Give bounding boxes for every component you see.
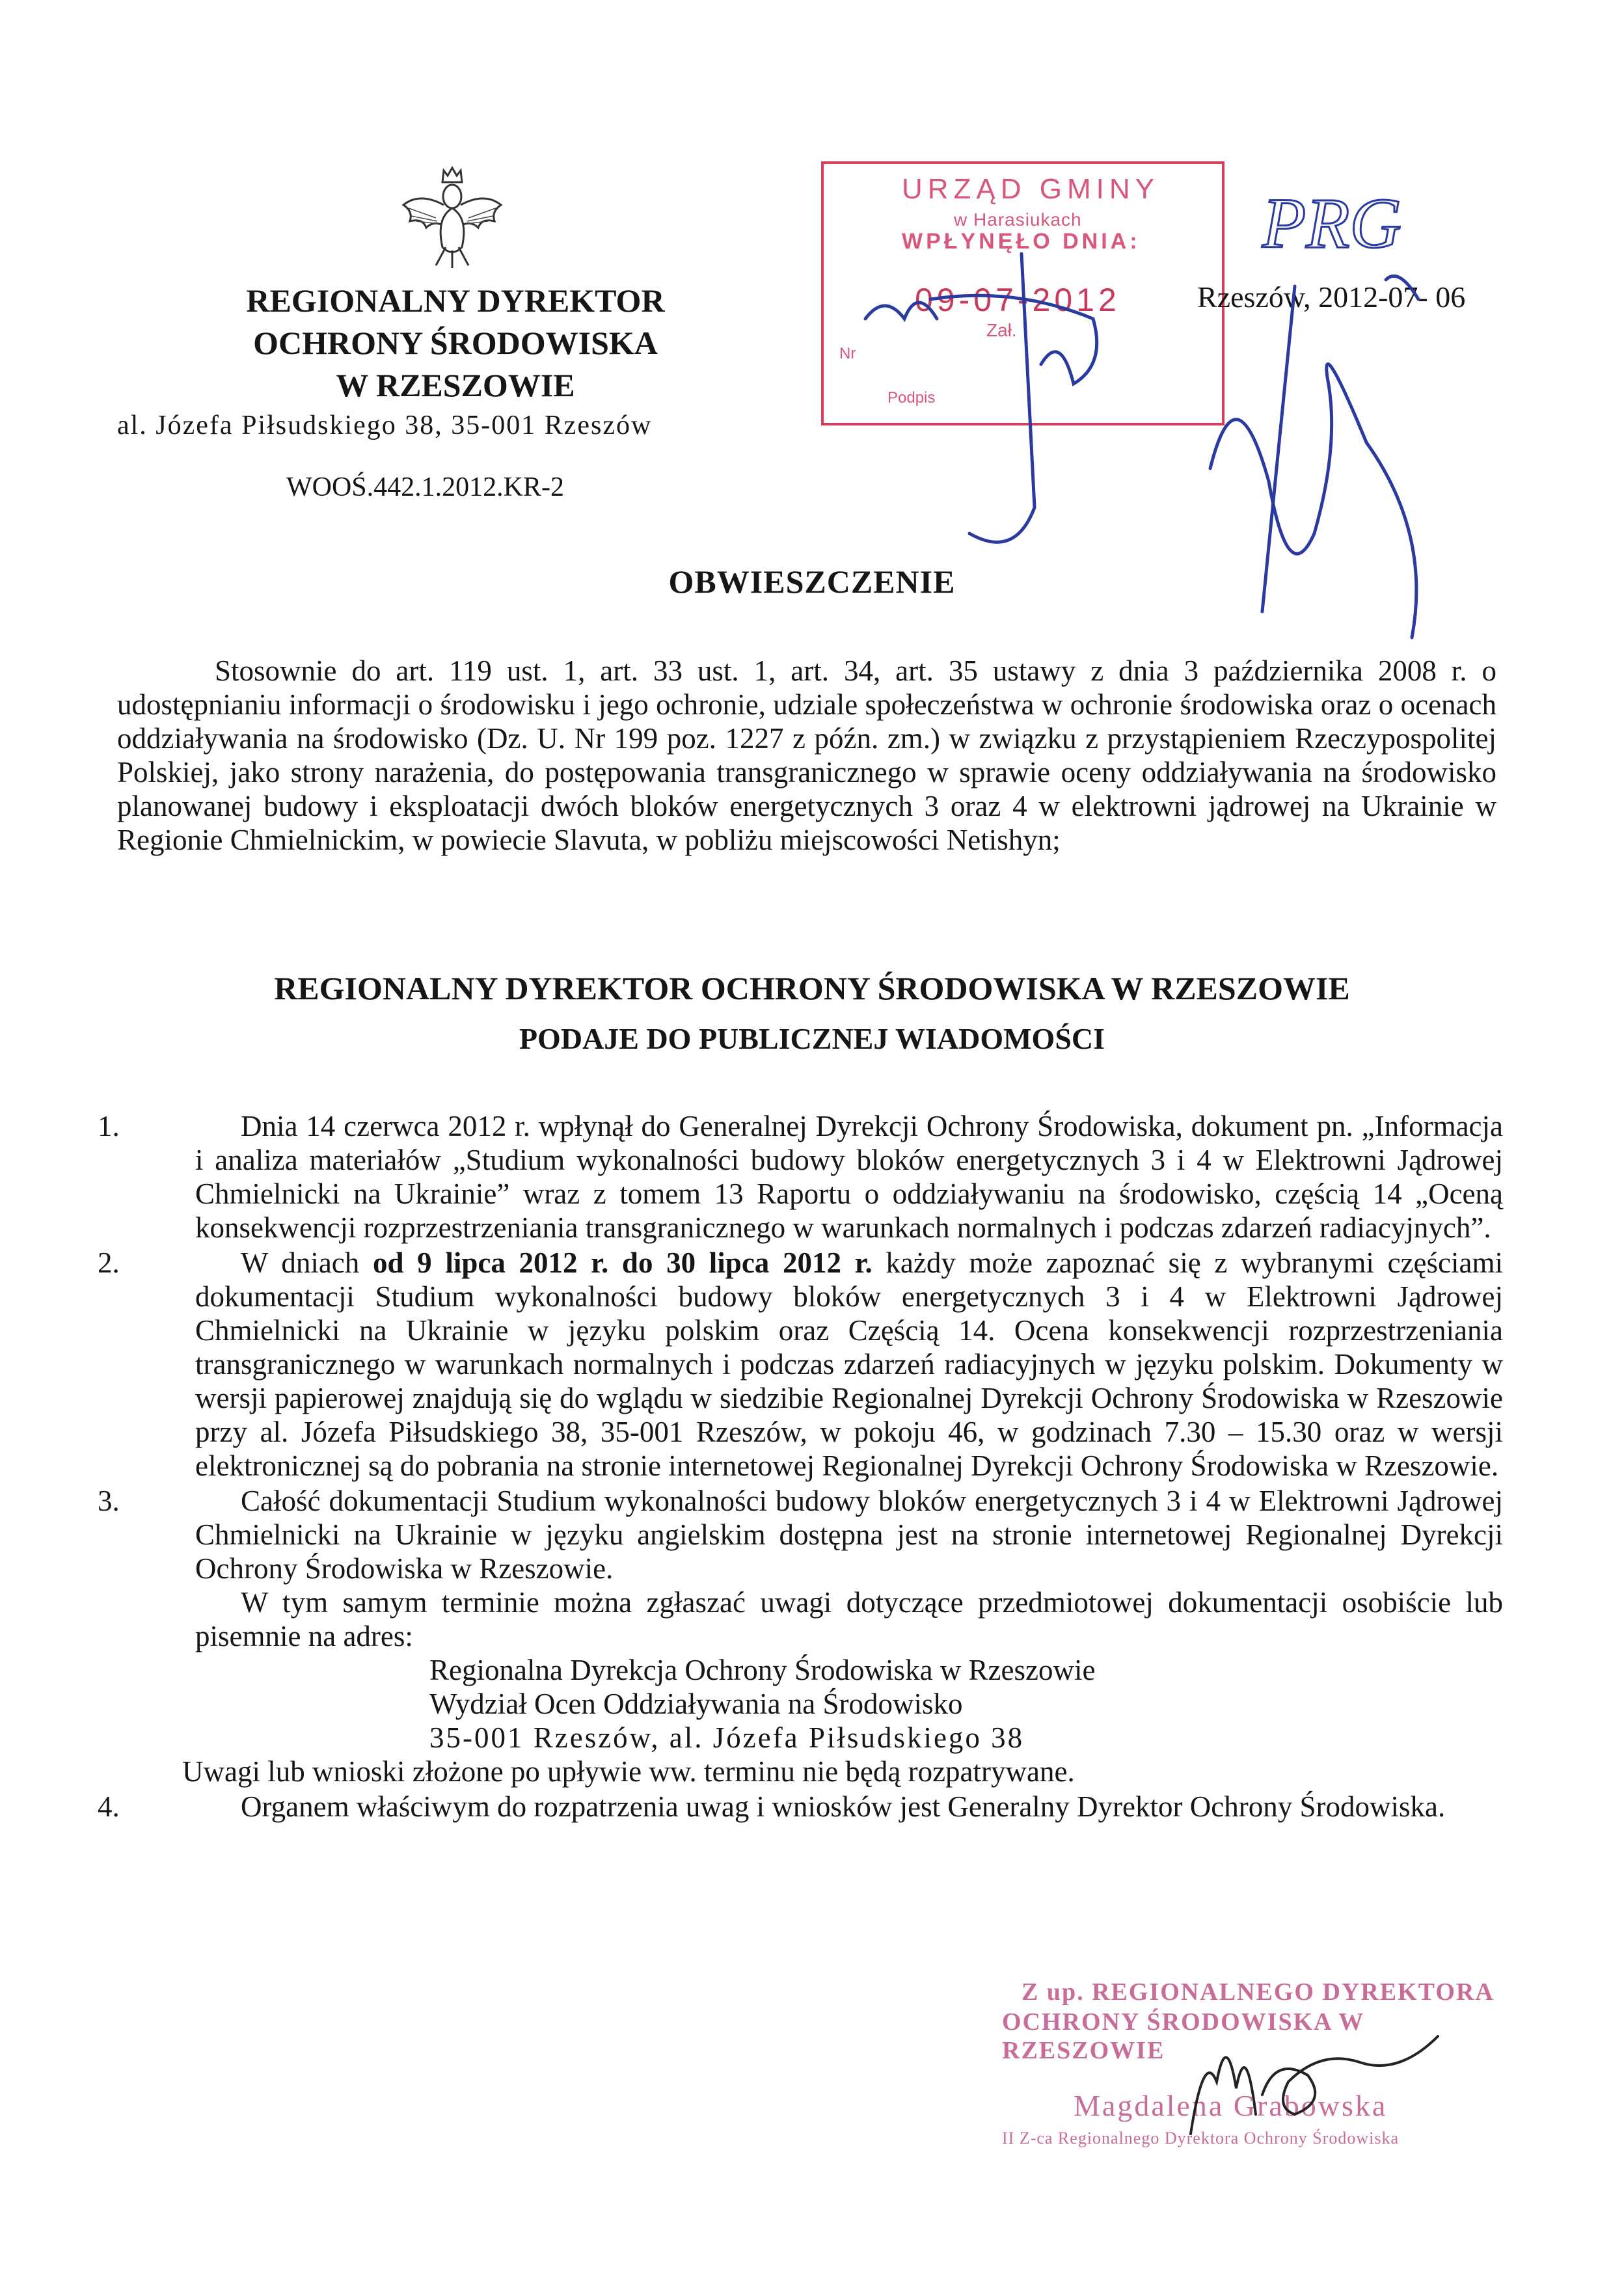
document-title: OBWIESZCZENIE (668, 563, 956, 600)
item-text: Dnia 14 czerwca 2012 r. wpłynął do Generalnej Dyrekcji Ochrony Środowiska, dokument pn. „Informacja i analiza materiałów „Studium wykonalności budowy bloków energetycznych 3 i 4 w Elektrowni Jądrowej Chmielnicki na Ukrainie” wraz z tomem 13 Raportu o oddziaływaniu na środowisko, częścią 14 „Oceną konsekwencji rozprzestrzeniania transgranicznego w warunkach normalnych i podczas zdarzeń radiacyjnych”. (195, 1110, 1503, 1244)
stamp-received-label: WPŁYNĘŁO DNIA: (902, 229, 1141, 254)
item-text: Organem właściwym do rozpatrzenia uwag i wniosków jest Generalny Dyrektor Ochrony Środowiska. (241, 1790, 1446, 1823)
intro-text: Stosownie do art. 119 ust. 1, art. 33 ust. 1, art. 34, art. 35 ustawy z dnia 3 października 2008 r. o udostępnianiu informacji o środowisku i jego ochronie, udziale społeczeństwa w ochronie środowiska oraz o ocenach oddziaływania na środowisko (Dz. U. Nr 199 poz. 1227 z późn. zm.) w związku z przystąpieniem Rzeczypospolitej Polskiej, jako strony narażenia, do postępowania transgranicznego w sprawie oceny oddziaływania na środowisko planowanej budowy i eksploatacji dwóch bloków energetycznych 3 oraz 4 w elektrowni jądrowej na Ukrainie w Regionie Chmielnickim, w powiecie Slavuta, w pobliżu miejscowości Netishyn; (117, 654, 1496, 856)
stamp-locality: w Harasiukach (954, 209, 1082, 230)
signature-authority: OCHRONY ŚRODOWISKA W RZESZOWIE (1002, 2008, 1364, 2064)
list-item (98, 1246, 1503, 1483)
announcement-heading: PODAJE DO PUBLICZNEJ WIADOMOŚCI (519, 1022, 1105, 1055)
document-date: Rzeszów, 2012-07- 06 (1197, 280, 1466, 314)
stamp-za-label: Zał. (986, 320, 1017, 340)
stamp-podpis-label: Podpis (887, 389, 936, 407)
handwritten-annotations-icon (846, 169, 1483, 690)
address-line: 35-001 Rzeszów, al. Józefa Piłsudskiego 38 (429, 1721, 1025, 1754)
item-number: 1. (98, 1110, 120, 1142)
address-line: Wydział Ocen Oddziaływania na Środowisko (429, 1688, 963, 1720)
item-number: 2. (98, 1246, 120, 1279)
item-number: 3. (98, 1485, 120, 1517)
item-text: Całość dokumentacji Studium wykonalności budowy bloków energetycznych 3 i 4 w Elektrowni Jądrowej Chmielnicki na Ukrainie w języku angielskim dostępna jest na stronie internetowej Regionalnej Dyrekcji Ochrony Środowiska w Rzeszowie. (195, 1485, 1503, 1585)
authority-name-line2: OCHRONY ŚRODOWISKA (253, 325, 658, 361)
stamp-date: 09-07-2012 (915, 282, 1120, 318)
address-line: Regionalna Dyrekcja Ochrony Środowiska w Rzeszowie (429, 1654, 1096, 1686)
stamp-office: URZĄD GMINY (902, 173, 1159, 205)
signatory-name: Magdalena Grabowska (1074, 2089, 1388, 2122)
signatory-role: II Z-ca Regionalnego Dyrektora Ochrony Środowiska (1002, 2129, 1399, 2148)
reference-number: WOOŚ.442.1.2012.KR-2 (286, 472, 564, 502)
stamp-nr-label: Nr (839, 345, 856, 362)
item-period: od 9 lipca 2012 r. do 30 lipca 2012 r. (372, 1246, 873, 1279)
authority-heading: REGIONALNY DYREKTOR OCHRONY ŚRODOWISKA W RZESZOWIE (274, 970, 1350, 1006)
authority-address: al. Józefa Piłsudskiego 38, 35-001 Rzeszów (117, 411, 653, 440)
item-text-comments: W tym samym terminie można zgłaszać uwagi dotyczące przedmiotowej dokumentacji osobiście lub pisemnie na adres: (195, 1586, 1503, 1652)
item-text-cont: każdy może zapoznać się z wybranymi częściami dokumentacji Studium wykonalności budowy bloków energetycznych 3 i 4 w Elektrowni Jądrowej Chmielnicki na Ukrainie w języku polskim oraz Częścią 14. Ocena konsekwencji rozprzestrzeniania transgranicznego w warunkach normalnych i podczas zdarzeń radiacyjnych w języku polskim. Dokumenty w wersji papierowej znajdują się do wglądu w siedzibie Regionalnej Dyrekcji Ochrony Środowiska w Rzeszowie przy al. Józefa Piłsudskiego 38, 35-001 Rzeszów, w pokoju 46, w godzinach 7.30 – 15.30 oraz w wersji elektronicznej są do pobrania na stronie internetowej Regionalnej Dyrekcji Ochrony Środowiska w Rzeszowie. (195, 1246, 1503, 1482)
eagle-emblem-icon (397, 156, 508, 270)
late-submissions-note: Uwagi lub wnioski złożone po upływie ww. terminu nie będą rozpatrywane. (182, 1755, 1075, 1788)
signature-icon (1165, 2010, 1464, 2153)
handwritten-marks: PRG (1262, 183, 1401, 263)
postal-address (195, 1653, 1503, 1755)
list-item (98, 1109, 1503, 1245)
authority-name-line3: W RZESZOWIE (336, 367, 575, 403)
item-text: W dniach (241, 1246, 373, 1279)
signature-authorization: Z up. REGIONALNEGO DYREKTORA (1022, 1978, 1495, 2006)
announcement-list (98, 1109, 1503, 1825)
list-item (98, 1484, 1503, 1788)
authority-name-line1: REGIONALNY DYREKTOR (246, 282, 665, 319)
list-item (98, 1790, 1503, 1824)
item-number: 4. (98, 1790, 120, 1823)
intro-paragraph (117, 654, 1496, 857)
